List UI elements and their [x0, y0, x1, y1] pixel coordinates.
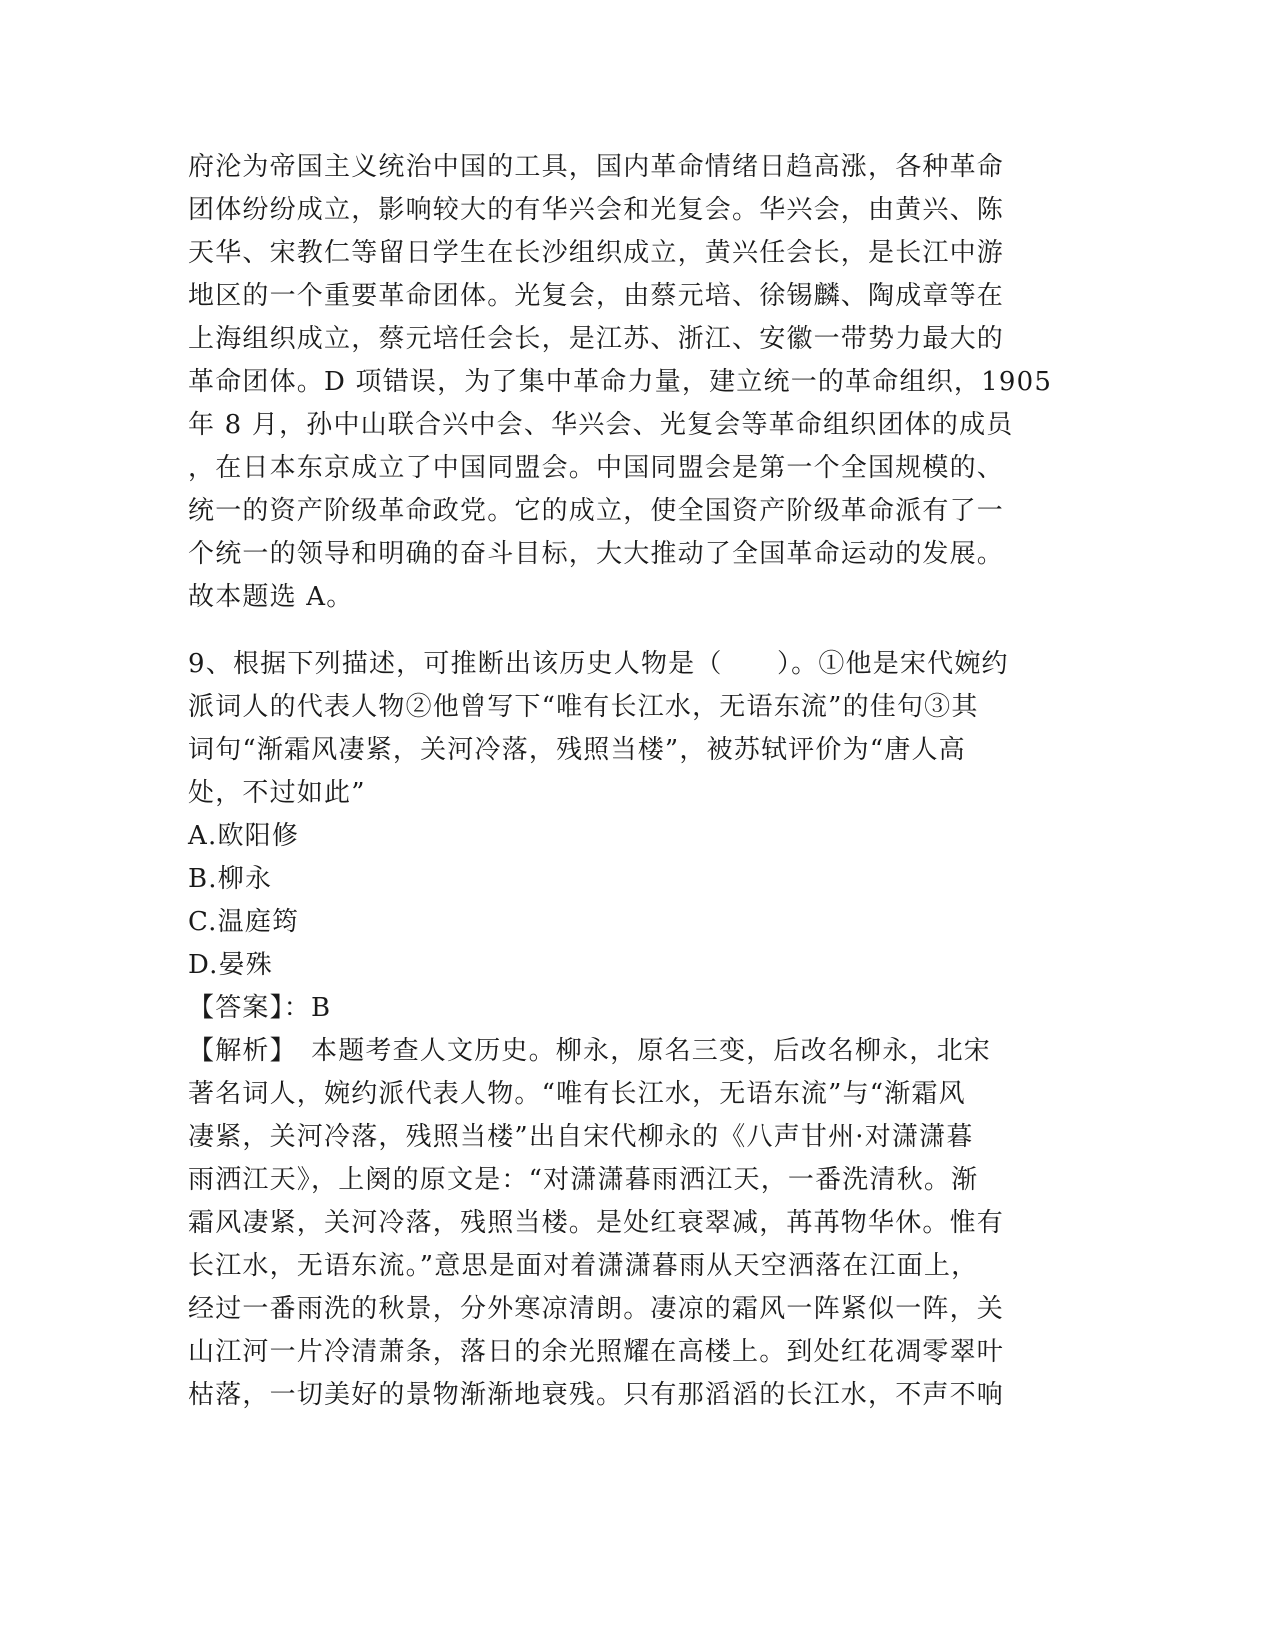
analysis-line: 【解析】 本题考查人文历史。柳永，原名三变，后改名柳永，北宋 [188, 1036, 992, 1066]
option-d: D.晏殊 [188, 950, 273, 980]
analysis-line: 枯落，一切美好的景物渐渐地衰残。只有那滔滔的长江水，不声不响 [188, 1380, 1005, 1410]
option-b: B.柳永 [188, 864, 273, 894]
previous-explanation-continuation [188, 146, 1088, 619]
paragraph-line: 革命团体。D 项错误，为了集中革命力量，建立统一的革命组织，1905 [188, 367, 1053, 397]
paragraph-line: 个统一的领导和明确的奋斗目标，大大推动了全国革命运动的发展。 [188, 539, 1005, 569]
analysis-line: 长江水，无语东流。”意思是面对着潇潇暮雨从天空洒落在江面上， [188, 1251, 979, 1281]
analysis-line: 雨洒江天》，上阕的原文是：“对潇潇暮雨洒江天，一番洗清秋。渐 [188, 1165, 979, 1195]
paragraph-line: 统一的资产阶级革命政党。它的成立，使全国资产阶级革命派有了一 [188, 496, 1005, 526]
question-stem-line: 派词人的代表人物②他曾写下“唯有长江水，无语东流”的佳句③其 [188, 692, 979, 722]
paragraph-line: 团体纷纷成立，影响较大的有华兴会和光复会。华兴会，由黄兴、陈 [188, 195, 1005, 225]
analysis-line: 著名词人，婉约派代表人物。“唯有长江水，无语东流”与“渐霜风 [188, 1079, 966, 1109]
option-c: C.温庭筠 [188, 907, 300, 937]
analysis-line: 经过一番雨洗的秋景，分外寒凉清朗。凄凉的霜风一阵紧似一阵，关 [188, 1294, 1005, 1324]
option-a: A.欧阳修 [188, 821, 300, 851]
question-stem-line: 处，不过如此” [188, 778, 366, 808]
paragraph-line: ，在日本东京成立了中国同盟会。中国同盟会是第一个全国规模的、 [188, 453, 1005, 483]
question-stem-line: 词句“渐霜风凄紧，关河冷落，残照当楼”，被苏轼评价为“唐人高 [188, 735, 966, 765]
analysis-line: 凄紧，关河冷落，残照当楼”出自宋代柳永的《八声甘州·对潇潇暮 [188, 1122, 974, 1152]
paragraph-line: 天华、宋教仁等留日学生在长沙组织成立，黄兴任会长，是长江中游 [188, 238, 1005, 268]
paragraph-line: 年 8 月，孙中山联合兴中会、华兴会、光复会等革命组织团体的成员 [188, 410, 1014, 440]
question-stem-line: 9、根据下列描述，可推断出该历史人物是（ ）。①他是宋代婉约 [188, 649, 1009, 679]
analysis-line: 山江河一片冷清萧条，落日的余光照耀在高楼上。到处红花凋零翠叶 [188, 1337, 1005, 1367]
question-9 [188, 643, 1088, 1417]
paragraph-line: 故本题选 A。 [188, 582, 354, 612]
paragraph-line: 地区的一个重要革命团体。光复会，由蔡元培、徐锡麟、陶成章等在 [188, 281, 1005, 311]
answer-line: 【答案】：B [188, 993, 332, 1023]
paragraph-line: 上海组织成立，蔡元培任会长，是江苏、浙江、安徽一带势力最大的 [188, 324, 1005, 354]
analysis-line: 霜风凄紧，关河冷落，残照当楼。是处红衰翠减，苒苒物华休。惟有 [188, 1208, 1005, 1238]
paragraph-line: 府沦为帝国主义统治中国的工具，国内革命情绪日趋高涨，各种革命 [188, 152, 1005, 182]
